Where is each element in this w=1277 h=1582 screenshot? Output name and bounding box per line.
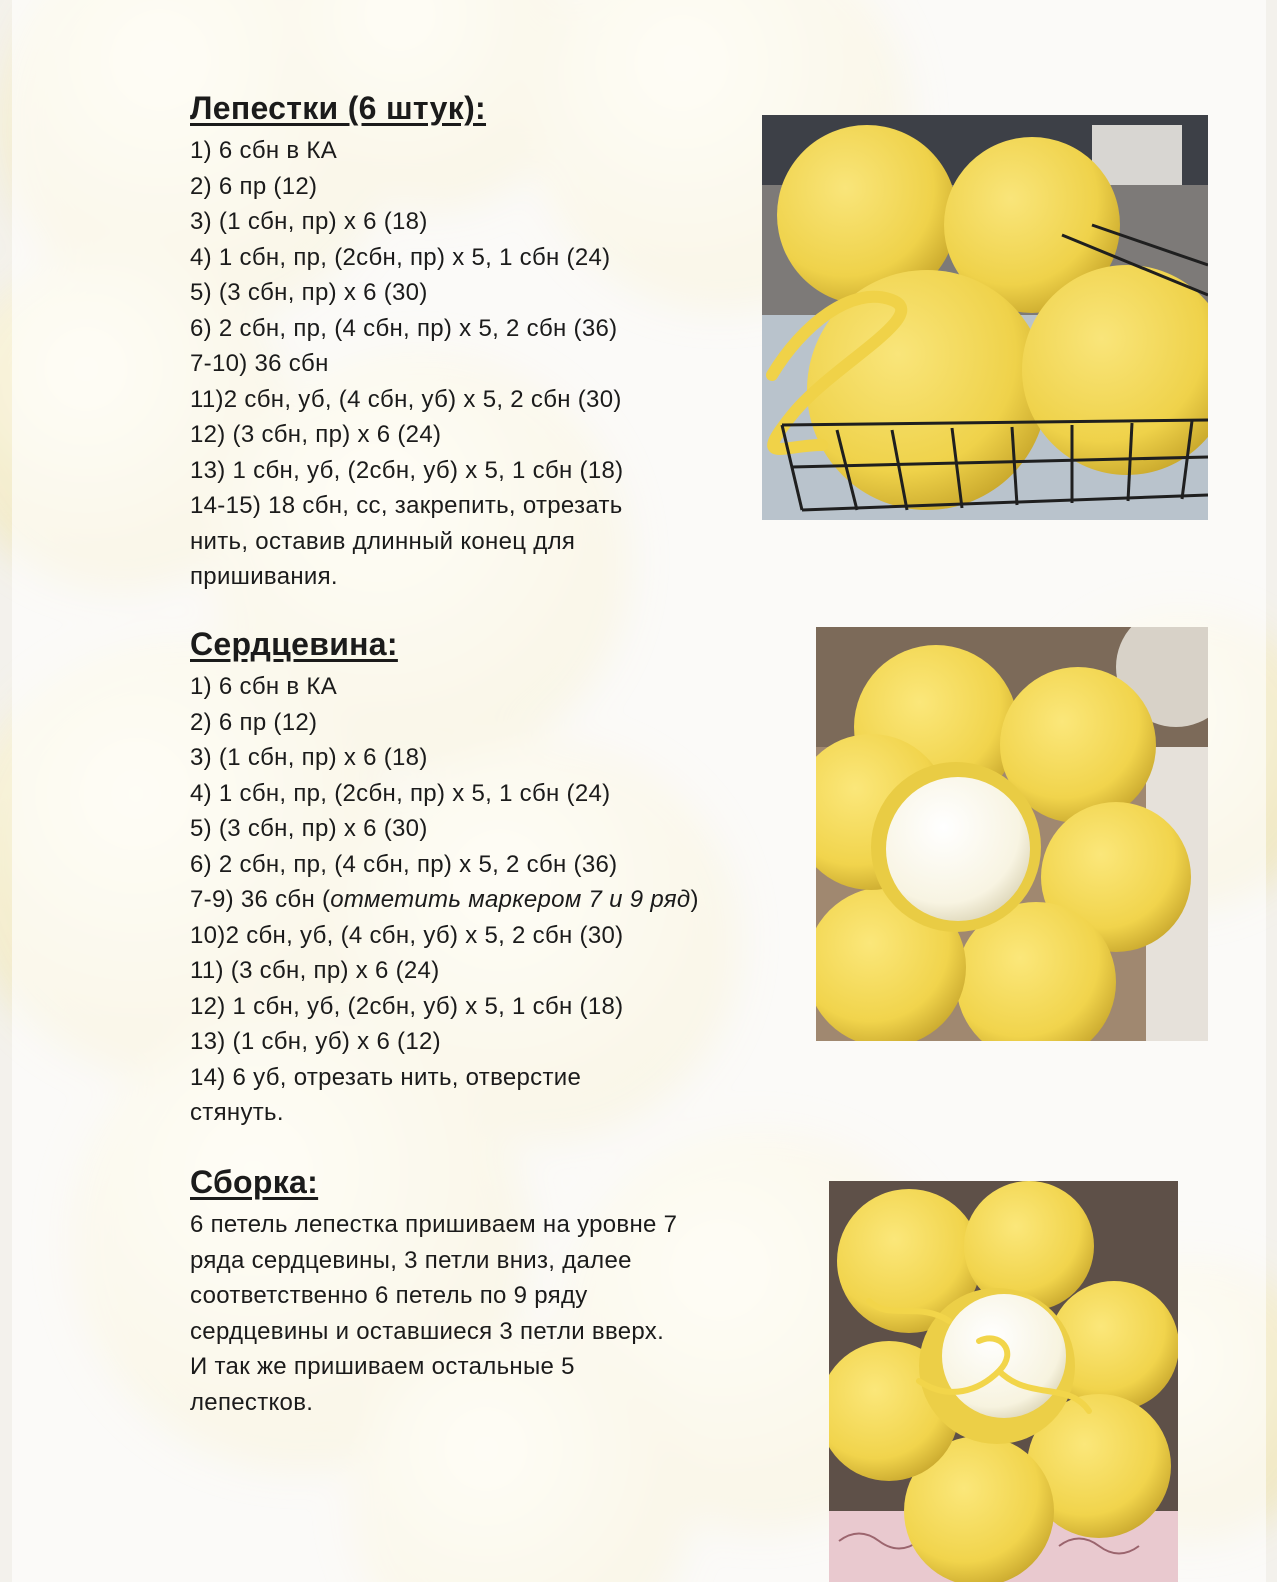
petals-row: пришивания. bbox=[190, 563, 338, 590]
assembly-line: ряда сердцевины, 3 петли вниз, далее bbox=[190, 1246, 632, 1274]
assembly-line: соответственно 6 петель по 9 ряду bbox=[190, 1282, 588, 1309]
core-row: 1) 6 сбн в КА bbox=[190, 673, 337, 700]
core-row-marker bbox=[190, 882, 699, 918]
petals-row: нить, оставив длинный конец для bbox=[190, 527, 576, 555]
core-row-marker-prefix: 7-9) 36 сбн ( bbox=[190, 886, 331, 913]
assembly-line: И так же пришиваем остальные 5 bbox=[190, 1353, 575, 1380]
assembly-line: сердцевины и оставшиеся 3 петли вверх. bbox=[190, 1317, 665, 1345]
core-row: 6) 2 сбн, пр, (4 сбн, пр) х 5, 2 сбн (36) bbox=[190, 850, 618, 878]
core-row: 2) 6 пр (12) bbox=[190, 708, 318, 736]
petals-row: 14-15) 18 сбн, сс, закрепить, отрезать bbox=[190, 492, 623, 519]
core-row: 5) (3 сбн, пр) х 6 (30) bbox=[190, 815, 428, 842]
core-row-marker-note: отметить маркером 7 и 9 ряд bbox=[330, 886, 691, 913]
core-row: 11) (3 сбн, пр) х 6 (24) bbox=[190, 957, 440, 984]
core-section bbox=[190, 626, 699, 1131]
petals-row: 2) 6 пр (12) bbox=[190, 172, 318, 200]
assembly-line: 6 петель лепестка пришиваем на уровне 7 bbox=[190, 1211, 678, 1238]
assembly-line: лепестков. bbox=[190, 1388, 314, 1416]
petals-row: 3) (1 сбн, пр) х 6 (18) bbox=[190, 208, 428, 235]
core-heading: Сердцевина: bbox=[190, 626, 398, 662]
core-row: 13) (1 сбн, уб) х 6 (12) bbox=[190, 1028, 441, 1055]
petals-row: 5) (3 сбн, пр) х 6 (30) bbox=[190, 279, 428, 306]
core-row-marker-suffix: ) bbox=[690, 886, 699, 913]
petals-row: 4) 1 сбн, пр, (2сбн, пр) х 5, 1 сбн (24) bbox=[190, 243, 611, 271]
petals-row: 1) 6 сбн в КА bbox=[190, 137, 337, 164]
assembly-heading: Сборка: bbox=[190, 1164, 319, 1200]
photo-petals-in-basket bbox=[762, 115, 1208, 520]
core-row: 3) (1 сбн, пр) х 6 (18) bbox=[190, 744, 428, 771]
petals-row: 12) (3 сбн, пр) х 6 (24) bbox=[190, 421, 442, 448]
photo-flower-core bbox=[816, 627, 1208, 1041]
photo-flower-assembly bbox=[829, 1181, 1178, 1582]
assembly-section bbox=[190, 1164, 677, 1420]
core-row: 14) 6 уб, отрезать нить, отверстие bbox=[190, 1063, 582, 1091]
core-row: 10)2 сбн, уб, (4 сбн, уб) х 5, 2 сбн (30) bbox=[190, 921, 624, 949]
petals-section bbox=[190, 90, 623, 595]
core-row: стянуть. bbox=[190, 1099, 284, 1126]
petals-row: 7-10) 36 сбн bbox=[190, 350, 329, 377]
petals-row: 13) 1 сбн, уб, (2сбн, уб) х 5, 1 сбн (18) bbox=[190, 456, 624, 484]
petals-row: 11)2 сбн, уб, (4 сбн, уб) х 5, 2 сбн (30) bbox=[190, 385, 622, 413]
core-row: 4) 1 сбн, пр, (2сбн, пр) х 5, 1 сбн (24) bbox=[190, 779, 611, 807]
petals-row: 6) 2 сбн, пр, (4 сбн, пр) х 5, 2 сбн (36) bbox=[190, 314, 618, 342]
petals-heading: Лепестки (6 штук): bbox=[190, 90, 487, 126]
core-row: 12) 1 сбн, уб, (2сбн, уб) х 5, 1 сбн (18) bbox=[190, 992, 624, 1020]
